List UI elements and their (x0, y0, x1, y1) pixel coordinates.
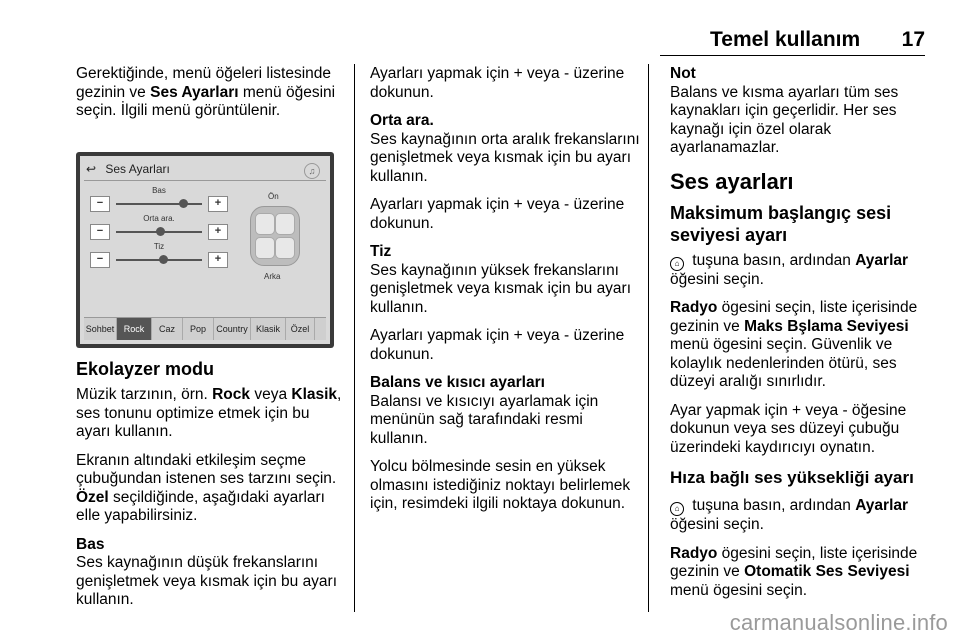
text-run: öğesini seçin. (670, 516, 764, 533)
home-icon: ⌂ (670, 257, 684, 271)
bold-term: Radyo (670, 299, 718, 316)
tiz-title: Tiz (370, 243, 392, 260)
maks-heading: Maksimum başlangıç sesi seviyesi ayarı (670, 202, 892, 245)
bold-term: Ses Ayarları (150, 83, 239, 101)
mid-knob (156, 227, 165, 236)
seat-front-left (255, 213, 275, 235)
back-arrow-icon: ↩ (86, 162, 97, 176)
text-run: ögesini seçin, liste içerisinde gezinin ve (670, 299, 918, 335)
bold-term: Otomatik Ses Seviyesi (744, 563, 910, 580)
col3-paragraph-2 (670, 299, 935, 392)
slider-treble (90, 244, 228, 270)
bold-term: Rock (212, 386, 251, 403)
car-cabin-image (250, 206, 300, 266)
text-run: menü ögesini seçin. Güvenlik ve kolaylık nedenlerinden ötürü, ses düzeyi aralığı sınırlıdır. (670, 336, 897, 390)
seat-rear-left (255, 237, 275, 259)
page-header (660, 28, 925, 54)
home-icon: ⌂ (670, 502, 684, 516)
tab-klasik: Klasik (251, 318, 286, 340)
hiz-heading: Hıza bağlı ses yüksekliği ayarı (670, 468, 914, 487)
treble-knob (159, 255, 168, 264)
bold-term: Ayarlar (855, 497, 909, 514)
column-divider-1 (354, 64, 355, 612)
rear-label: Arka (264, 272, 281, 281)
bold-term: Özel (76, 488, 109, 506)
col2-paragraph-3: Ayarları yapmak için + veya - üzerine dokunun. (370, 327, 625, 363)
balance-fader-car (238, 192, 310, 282)
col3-paragraph-4 (670, 497, 935, 535)
bold-term: Ayarlar (855, 251, 909, 269)
text-run: öğesini seçin. (670, 270, 764, 288)
tab-caz: Caz (152, 318, 183, 340)
text-run: menü öğesini seçin. İlgili menü görüntülenir. (76, 83, 336, 119)
bass-minus-button: − (90, 196, 110, 212)
tab-özel: Özel (286, 318, 315, 340)
orta-title: Orta ara. (370, 112, 434, 129)
bold-term: Klasik (291, 386, 338, 403)
screenshot-titlebar (86, 160, 324, 178)
intro-paragraph (76, 65, 348, 121)
col3-paragraph-3: Ayar yapmak için + veya - öğesine dokunun veya ses düzeyi çubuğu üzerindeki kaydırıcıyı oynatın. (670, 401, 907, 456)
bas-title: Bas (76, 535, 105, 553)
equalizer-tab-bar (84, 317, 326, 340)
header-rule (660, 55, 925, 56)
column-1-lower (76, 358, 348, 620)
treble-plus-button: + (208, 252, 228, 268)
tab-country: Country (214, 318, 251, 340)
bas-section (76, 536, 348, 610)
note-section (670, 65, 935, 158)
bold-term: Maks Bşlama Seviyesi (744, 317, 909, 335)
bass-track (116, 203, 202, 205)
screenshot-screen (80, 156, 330, 344)
ses-ayarlari-heading: Ses ayarları (670, 168, 794, 194)
balans-text: Balansı ve kısıcıyı ayarlamak için menünün sağ tarafındaki resmi kullanın. (370, 392, 599, 447)
balans-title: Balans ve kısıcı ayarları (370, 374, 545, 391)
slider-treble-label: Tiz (153, 242, 165, 251)
screenshot-separator (84, 180, 326, 181)
sound-settings-screenshot (76, 152, 334, 348)
treble-minus-button: − (90, 252, 110, 268)
column-3 (670, 65, 935, 610)
header-title: Temel kullanım (710, 28, 861, 51)
bas-text: Ses kaynağının düşük frekanslarını genişletmek veya kısmak için bu ayarı kullanın. (76, 554, 338, 608)
slider-mid (90, 216, 228, 242)
mid-minus-button: − (90, 224, 110, 240)
text-run: , ses tonunu optimize etmek için bu ayarı kullanın. (76, 386, 342, 440)
orta-text: Ses kaynağının orta aralık frekanslarını genişletmek veya kısmak için bu ayarı kullanın. (370, 130, 640, 185)
text-run: tuşuna basın, ardından (688, 497, 856, 514)
text-run: Gerektiğinde, menü öğeleri listesinde gezinin ve (76, 65, 332, 101)
seat-front-right (275, 213, 295, 235)
col3-paragraph-1-text (670, 252, 908, 288)
col3-paragraph-4-text (670, 497, 908, 533)
mid-plus-button: + (208, 224, 228, 240)
col2-paragraph-1: Ayarları yapmak için + veya - üzerine dokunun. (370, 65, 625, 101)
ekolayzer-paragraph-1 (76, 386, 348, 442)
text-run: seçildiğinde, aşağıdaki ayarları elle yapabilirsiniz. (76, 488, 325, 524)
text-run: Müzik tarzının, örn. (76, 386, 213, 403)
page-number: 17 (901, 28, 925, 51)
yolcu-paragraph: Yolcu bölmesinde sesin en yüksek olmasını istediğiniz noktayı belirlemek için, resimdeki ilgili noktaya dokunun. (370, 458, 631, 512)
column-1 (76, 65, 348, 131)
balans-section (370, 374, 642, 448)
slider-bass-label: Bas (152, 186, 166, 195)
text-run: ögesini seçin, liste içerisinde gezinin ve (670, 544, 918, 580)
music-note-icon: ♫ (304, 163, 320, 179)
orta-section (370, 112, 642, 186)
text-run: veya (250, 386, 292, 403)
text-run: tuşuna basın, ardından (688, 251, 856, 269)
col2-paragraph-2: Ayarları yapmak için + veya - üzerine dokunun. (370, 196, 625, 232)
tab-rock: Rock (117, 318, 152, 340)
front-label: Ön (268, 192, 279, 201)
column-divider-2 (648, 64, 649, 612)
seat-rear-right (275, 237, 295, 259)
column-2 (370, 65, 642, 524)
ekolayzer-heading: Ekolayzer modu (76, 359, 215, 379)
col3-paragraph-1 (670, 252, 935, 290)
watermark: carmanualsonline.info (729, 610, 948, 635)
tab-pop: Pop (183, 318, 214, 340)
slider-mid-label: Orta ara. (143, 214, 175, 223)
ekolayzer-paragraph-2 (76, 452, 348, 526)
tab-sohbet: Sohbet (84, 318, 117, 340)
screenshot-title: Ses Ayarları (105, 162, 170, 176)
tiz-section (370, 243, 642, 317)
note-text: Balans ve kısma ayarları tüm ses kaynakları için geçerlidir. Her ses kaynağı için özel olarak ayarlanamazlar. (670, 83, 899, 156)
slider-bass (90, 188, 228, 214)
bold-term: Radyo (670, 544, 718, 562)
note-title: Not (670, 65, 696, 82)
col3-paragraph-5 (670, 545, 935, 601)
text-run: Ekranın altındaki etkileşim seçme çubuğundan istenen ses tarzını seçin. (76, 451, 337, 487)
bass-plus-button: + (208, 196, 228, 212)
bass-knob (179, 199, 188, 208)
tiz-text: Ses kaynağının yüksek frekanslarını genişletmek veya kısmak için bu ayarı kullanın. (370, 261, 632, 316)
text-run: menü ögesini seçin. (670, 581, 807, 599)
